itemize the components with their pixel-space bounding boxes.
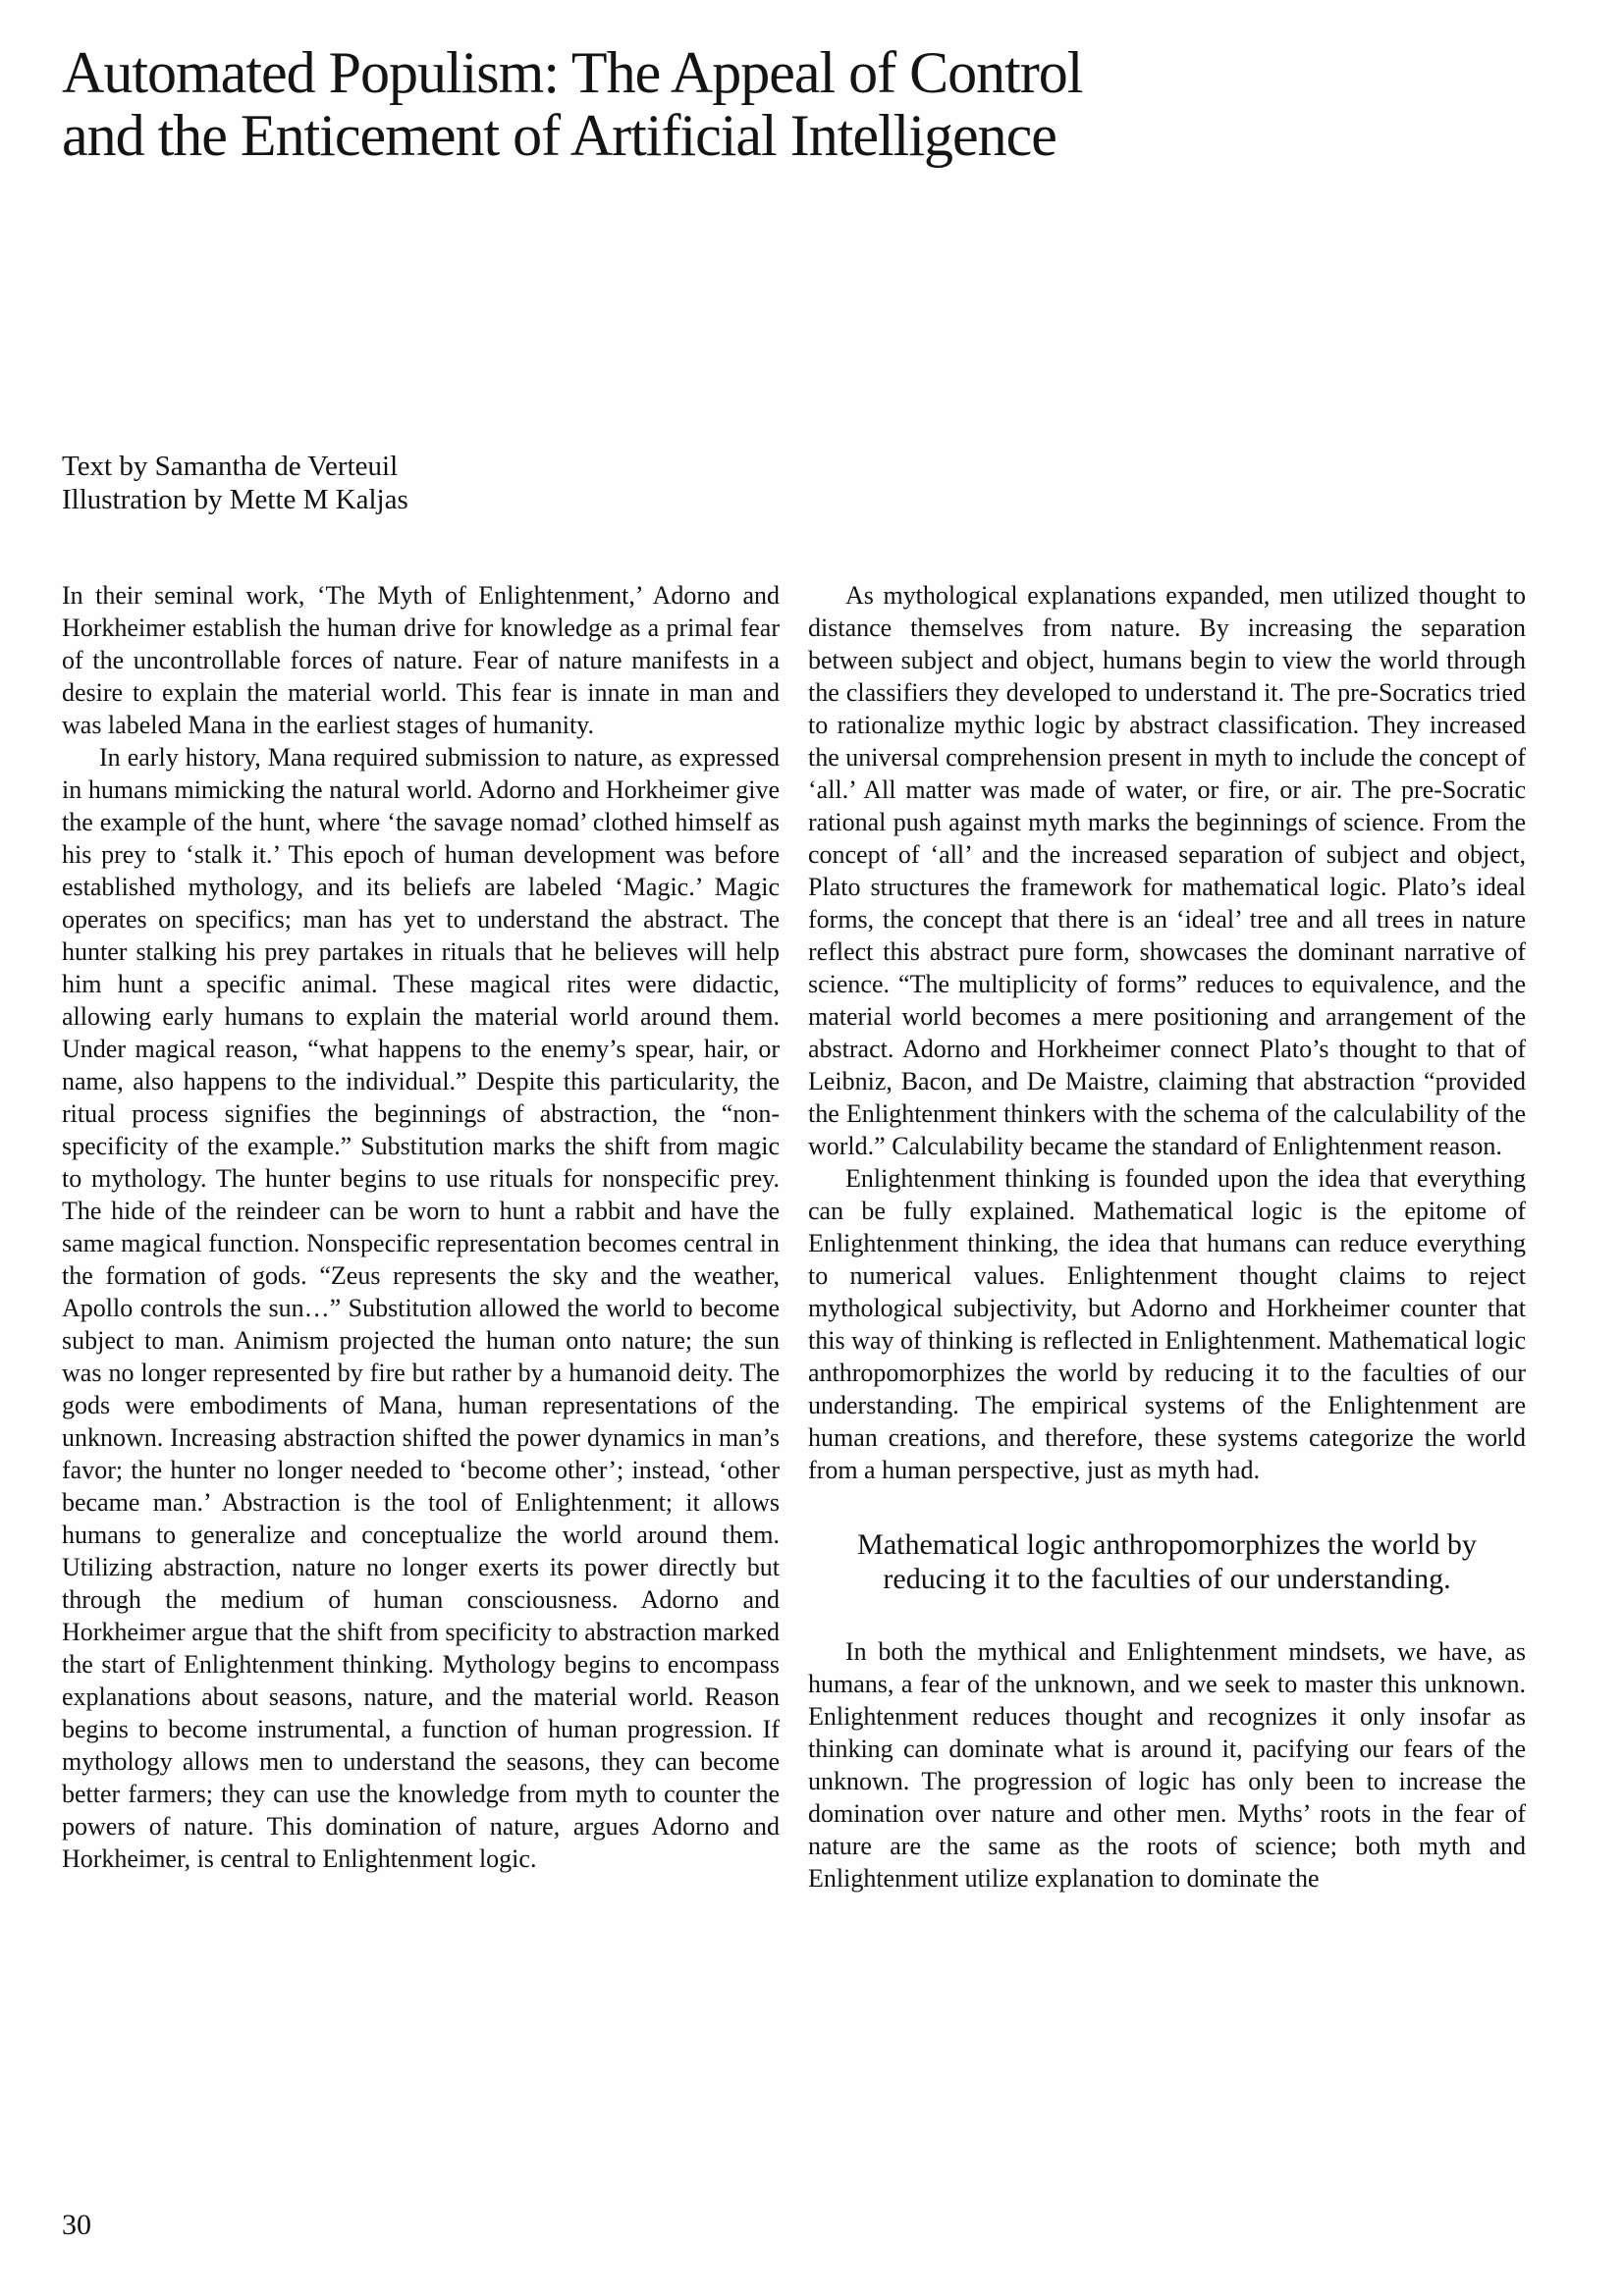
column-right [808,579,1526,1895]
body-paragraph: In both the mythical and Enlightenment mindsets, we have, as humans, a fear of the unknown, and we seek to master this unknown. Enlightenment reduces thought and recognizes it only insofar as thinking can dominate what is around it, pacifying our fears of the unknown. The progression of logic has only been to increase the domination over nature and other men. Myths’ roots in the fear of nature are the same as the roots of science; both myth and Enlightenment utilize explanation to dominate the [808,1637,1526,1893]
pull-quote: Mathematical logic anthropomorphizes the world by reducing it to the faculties of our understanding. [857,1528,1477,1595]
page-title [62,41,1526,167]
body-paragraph: In their seminal work, ‘The Myth of Enlightenment,’ Adorno and Horkheimer establish the human drive for knowledge as a primal fear of the uncontrollable forces of nature. Fear of nature manifests in a desire to explain the material world. This fear is innate in man and was labeled Mana in the earliest stages of humanity. [62,581,780,739]
body-paragraph: In early history, Mana required submission to nature, as expressed in humans mimicking the natural world. Adorno and Horkheimer give the example of the hunt, where ‘the savage nomad’ clothed himself as his prey to ‘stalk it.’ This epoch of human development was before established mythology, and its beliefs are labeled ‘Magic.’ Magic operates on specifics; man has yet to understand the abstract. The hunter stalking his prey partakes in rituals that he believes will help him hunt a specific animal. These magical rites were didactic, allowing early humans to explain the material world around them. Under magical reason, “what happens to the enemy’s spear, hair, or name, also happens to the individual.” Despite this particularity, the ritual process signifies the beginnings of abstraction, the “non-specificity of the example.” Substitution marks the shift from magic to mythology. The hunter begins to use rituals for nonspecific prey. The hide of the reindeer can be worn to hunt a rabbit and have the same magical function. Nonspecific representation becomes central in the formation of gods. “Zeus represents the sky and the weather, Apollo controls the sun…” Substitution allowed the world to become subject to man. Animism projected the human onto nature; the sun was no longer represented by fire but rather by a humanoid deity. The gods were embodiments of Mana, human representations of the unknown. Increasing abstraction shifted the power dynamics in man’s favor; the hunter no longer needed to ‘become other’; instead, ‘other became man.’ Abstraction is the tool of Enlightenment; it allows humans to generalize and conceptualize the world around them. Utilizing abstraction, nature no longer exerts its power directly but through the medium of human consciousness. Adorno and Horkheimer argue that the shift from specificity to abstraction marked the start of Enlightenment thinking. Mythology begins to encompass explanations about seasons, nature, and the material world. Reason begins to become instrumental, a function of human progression. If mythology allows men to understand the seasons, they can become better farmers; they can use the knowledge from myth to counter the powers of nature. This domination of nature, argues Adorno and Horkheimer, is central to Enlightenment logic. [62,743,780,1873]
article-body [62,579,1526,1895]
byline-illustrator: Illustration by Mette M Kaljas [62,484,408,515]
article-header [62,41,1526,516]
page-title-line-2: and the Enticement of Artificial Intelligence [62,103,1056,168]
page-number: 30 [62,2209,91,2241]
byline-author: Text by Samantha de Verteuil [62,451,399,482]
body-paragraph: As mythological explanations expanded, men utilized thought to distance themselves from nature. By increasing the separation between subject and object, humans begin to view the world through the classifiers they developed to understand it. The pre-Socratics tried to rationalize mythic logic by abstract classification. They increased the universal comprehension present in myth to include the concept of ‘all.’ All matter was made of water, or fire, or air. The pre-Socratic rational push against myth marks the beginnings of science. From the concept of ‘all’ and the increased separation of subject and object, Plato structures the framework for mathematical logic. Plato’s ideal forms, the concept that there is an ‘ideal’ tree and all trees in nature reflect this abstract pure form, showcases the dominant narrative of science. “The multiplicity of forms” reduces to equivalence, and the material world becomes a mere positioning and arrangement of the abstract. Adorno and Horkheimer connect Plato’s thought to that of Leibniz, Bacon, and De Maistre, claiming that abstraction “provided the Enlightenment thinkers with the schema of the calculability of the world.” Calculability became the standard of Enlightenment reason. [808,581,1526,1160]
page-title-line-1: Automated Populism: The Appeal of Control [62,40,1083,105]
body-paragraph: Enlightenment thinking is founded upon the idea that everything can be fully explained. Mathematical logic is the epitome of Enlightenment thinking, the idea that humans can reduce everything to numerical values. Enlightenment thought claims to reject mythological subjectivity, but Adorno and Horkheimer counter that this way of thinking is reflected in Enlightenment. Mathematical logic anthropomorphizes the world by reducing it to the faculties of our understanding. The empirical systems of the Enlightenment are human creations, and therefore, these systems categorize the world from a human perspective, just as myth had. [808,1164,1526,1484]
byline [62,450,1526,516]
column-left [62,579,780,1895]
